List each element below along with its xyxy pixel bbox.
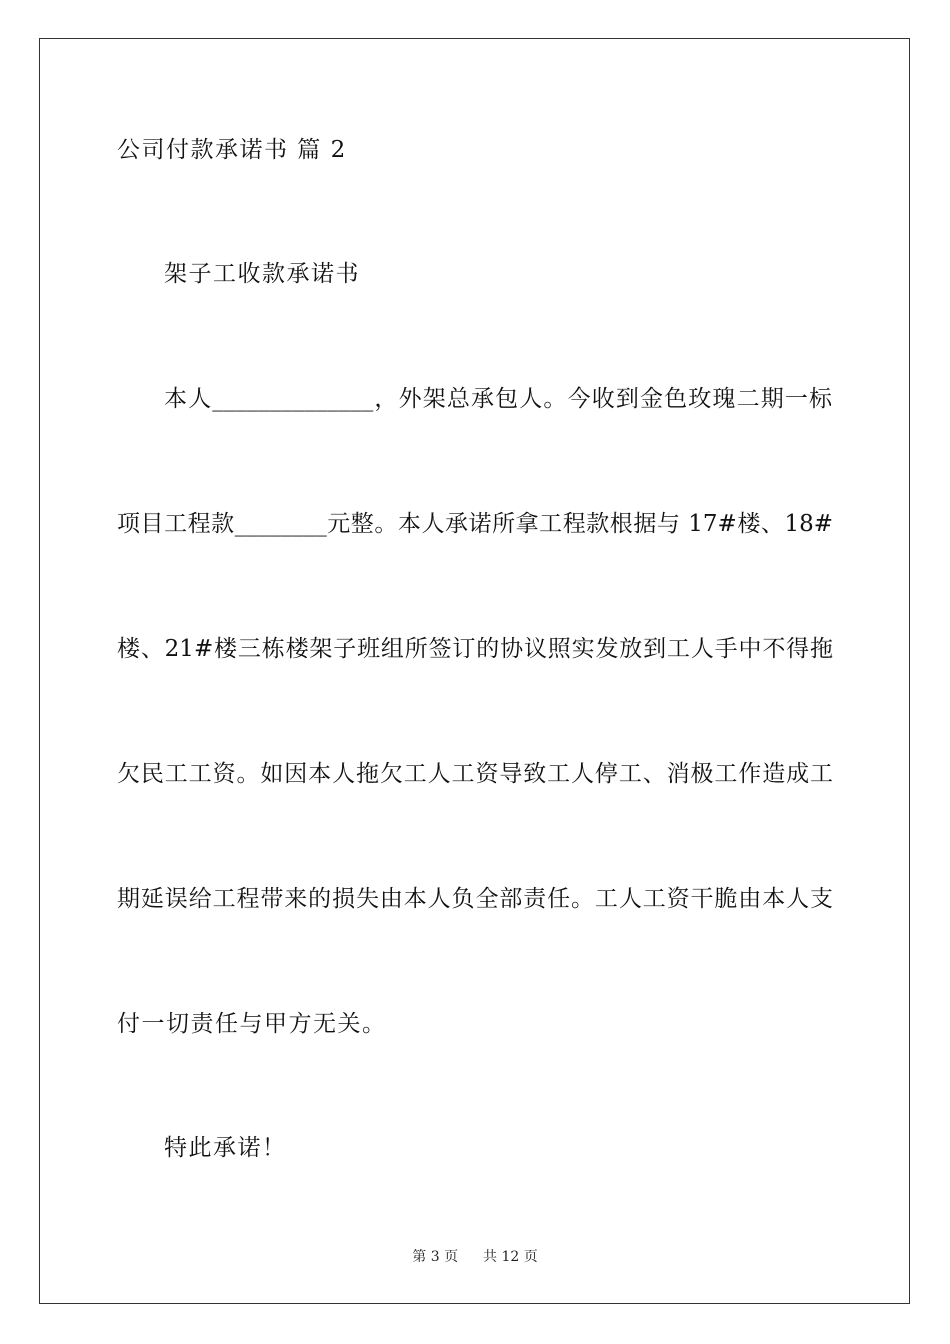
document-subtitle: 架子工收款承诺书 [164,261,360,287]
paragraph-line: 欠民工工资。如因本人拖欠工人工资导致工人停工、消极工作造成工 [117,761,833,787]
paragraph-line: 项目工程款________元整。本人承诺所拿工程款根据与 17#楼、18# [117,511,833,537]
paragraph-line: 期延误给工程带来的损失由本人负全部责任。工人工资干脆由本人支 [117,886,833,912]
page-number: 第 3 页 [412,1249,459,1265]
paragraph-line: 楼、21#楼三栋楼架子班组所签订的协议照实发放到工人手中不得拖 [117,636,833,662]
page-border [39,38,910,1304]
closing-statement: 特此承诺！ [164,1135,287,1161]
page-footer [0,1247,950,1267]
document-heading: 公司付款承诺书 篇 2 [117,137,347,163]
page-total: 共 12 页 [483,1249,538,1265]
paragraph-line: 本人______________，外架总承包人。今收到金色玫瑰二期一标 [164,386,832,412]
paragraph-line: 付一切责任与甲方无关。 [117,1011,387,1037]
